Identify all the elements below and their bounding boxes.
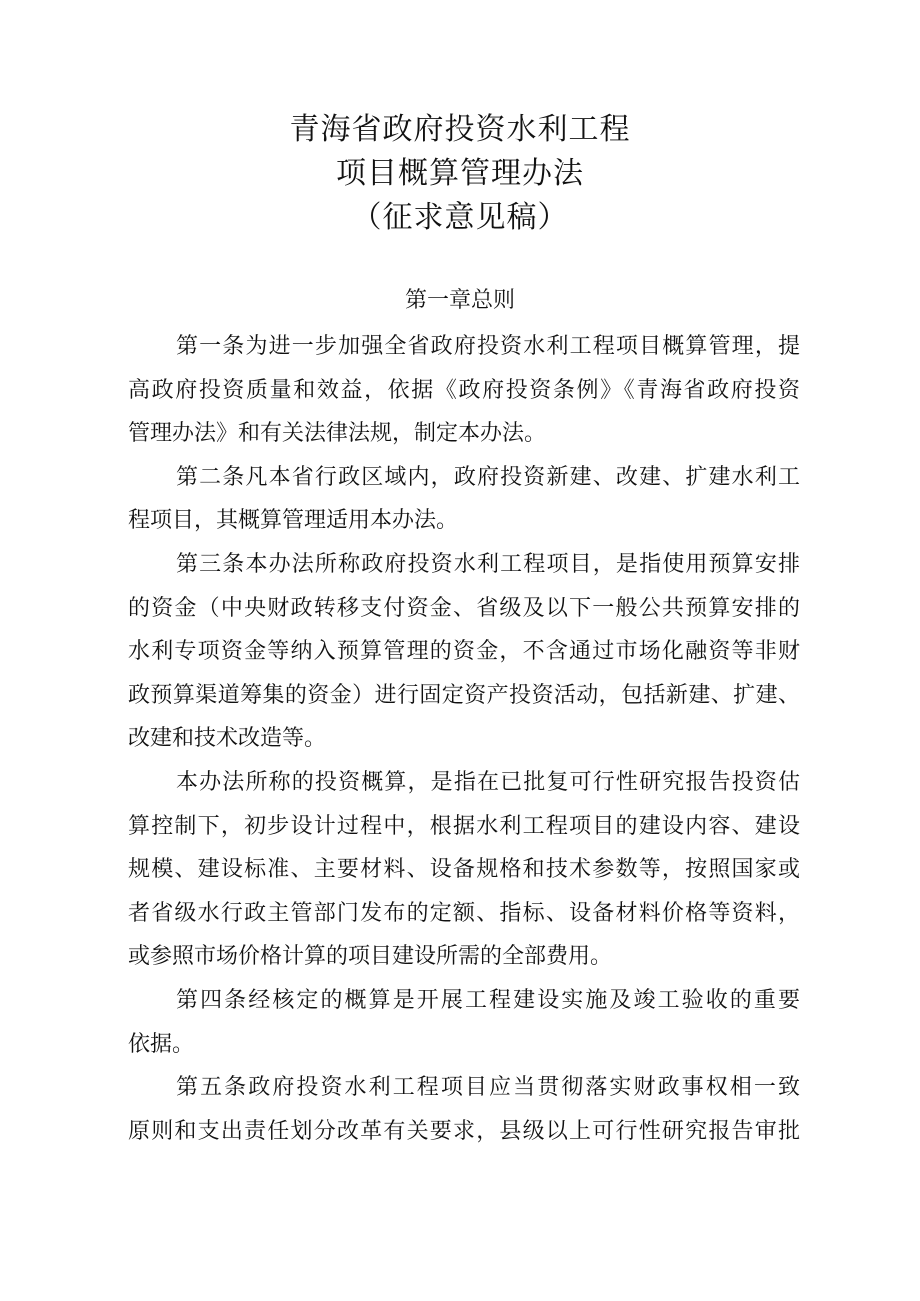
paragraph-article-3 xyxy=(128,543,800,761)
text-line: 第四条经核定的概算是开展工程建设实施及竣工验收的重要 xyxy=(176,987,800,1013)
text-line: 本办法所称的投资概算，是指在已批复可行性研究报告投资估 xyxy=(176,769,800,795)
text-line: 政预算渠道筹集的资金）进行固定资产投资活动，包括新建、扩建、 xyxy=(128,682,800,708)
document-title xyxy=(0,108,920,240)
text-line: 第五条政府投资水利工程项目应当贯彻落实财政事权相一致 xyxy=(176,1075,800,1101)
text-line: 原则和支出责任划分改革有关要求，县级以上可行性研究报告审批 xyxy=(128,1118,800,1144)
text-line: 的资金（中央财政转移支付资金、省级及以下一般公共预算安排的 xyxy=(128,595,800,621)
text-line: 改建和技术改造等。 xyxy=(128,726,327,752)
text-line: 规模、建设标准、主要材料、设备规格和技术参数等，按照国家或 xyxy=(128,857,800,883)
paragraph-article-5 xyxy=(128,1066,800,1153)
text-line: 高政府投资质量和效益，依据《政府投资条例》《青海省政府投资 xyxy=(128,377,800,403)
text-line: 第二条凡本省行政区域内，政府投资新建、改建、扩建水利工 xyxy=(176,464,800,490)
title-line: 青海省政府投资水利工程 xyxy=(289,112,631,147)
chapter-heading: 第一章总则 xyxy=(404,288,515,313)
text-line: 第一条为进一步加强全省政府投资水利工程项目概算管理，提 xyxy=(176,334,800,359)
paragraph-budget-definition xyxy=(128,761,800,979)
title-line-draft-note: （征求意见稿） xyxy=(351,200,569,235)
paragraph-article-2 xyxy=(128,456,800,543)
text-line: 管理办法》和有关法律法规，制定本办法。 xyxy=(128,421,547,447)
text-line: 算控制下，初步设计过程中，根据水利工程项目的建设内容、建设 xyxy=(128,813,800,839)
title-line: 项目概算管理办法 xyxy=(336,156,584,191)
paragraph-article-1 xyxy=(128,325,800,456)
text-line: 水利专项资金等纳入预算管理的资金，不含通过市场化融资等非财 xyxy=(128,639,800,665)
text-line: 者省级水行政主管部门发布的定额、指标、设备材料价格等资料， xyxy=(128,900,800,926)
text-line: 依据。 xyxy=(128,1031,195,1057)
text-line: 第三条本办法所称政府投资水利工程项目，是指使用预算安排 xyxy=(176,551,800,577)
text-line: 或参照市场价格计算的项目建设所需的全部费用。 xyxy=(128,944,613,970)
paragraph-article-4 xyxy=(128,979,800,1066)
document-body xyxy=(128,325,800,1153)
text-line: 程项目，其概算管理适用本办法。 xyxy=(128,508,459,534)
